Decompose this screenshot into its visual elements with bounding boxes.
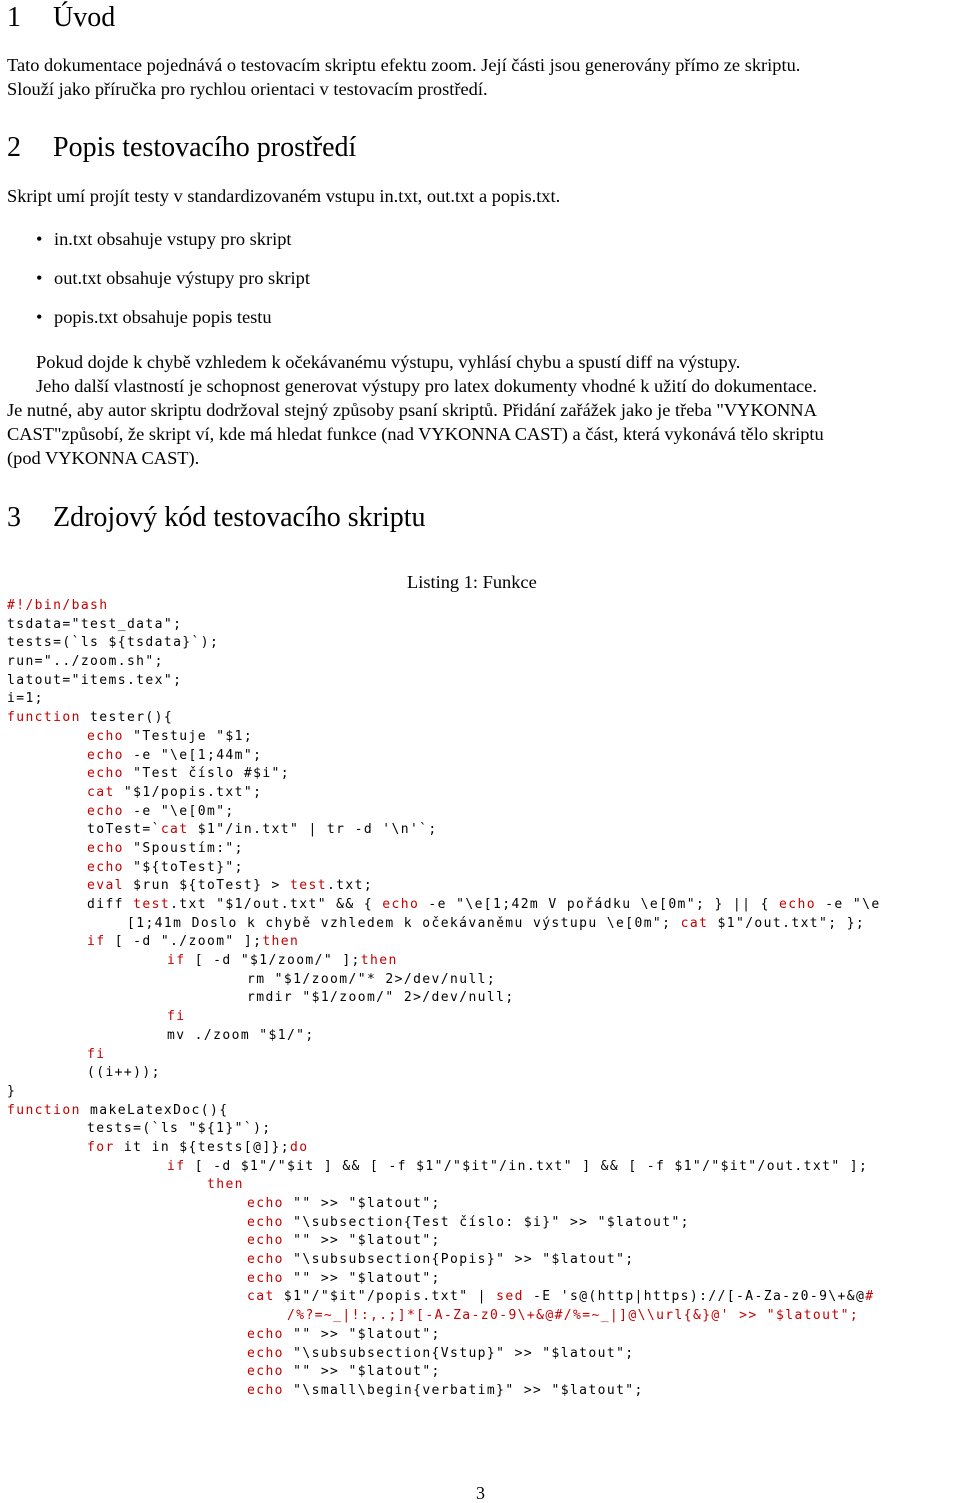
code-line (7, 933, 881, 952)
code-line (7, 1027, 881, 1046)
code-text: "" >> "$latout"; (283, 1326, 441, 1342)
code-text: [ -d "$1/zoom/" ]; (185, 953, 361, 969)
code-line (7, 877, 881, 896)
code-text: $1"/"$it"/popis.txt" | (274, 1289, 497, 1305)
list-item-text: popis.txt obsahuje popis testu (54, 307, 272, 327)
code-text: "\small\begin{verbatim}" >> "$latout"; (283, 1382, 644, 1398)
code-keyword: cat (87, 784, 115, 800)
code-text: toTest=` (87, 822, 161, 838)
code-text: makeLatexDoc(){ (80, 1102, 229, 1118)
code-line (7, 1363, 881, 1382)
code-text: "" >> "$latout"; (283, 1233, 441, 1249)
section-heading-2 (7, 132, 356, 164)
code-text: -E 's@(http|https)://[-A-Za-z0-9\+&@ (523, 1289, 866, 1305)
code-text: -e "\e[1;44m"; (123, 747, 263, 763)
paragraph-line: Pokud dojde k chybě vzhledem k očekávanému výstupu, vyhlásí chybu a spustí diff na výstupy. (36, 352, 741, 372)
code-keyword: echo (247, 1270, 284, 1286)
code-keyword: sed (496, 1289, 524, 1305)
code-line (7, 616, 881, 635)
section-number: 2 (7, 132, 21, 163)
code-text: } (7, 1083, 17, 1099)
bullet-icon: • (36, 307, 43, 327)
code-text: "Testuje "$1; (123, 728, 254, 744)
intro-line: Tato dokumentace pojednává o testovacím skriptu efektu zoom. Její části jsou generovány přímo ze skriptu. (7, 55, 801, 75)
code-text: $1"/in.txt" | tr -d '\n'`; (188, 822, 438, 838)
code-keyword: echo (247, 1345, 284, 1361)
code-line (7, 672, 881, 691)
code-text: "${toTest}"; (123, 859, 244, 875)
code-keyword: #!/bin/bash (7, 598, 109, 613)
code-keyword: echo (247, 1364, 284, 1380)
code-text: -e "\e (815, 897, 881, 912)
code-text: diff (87, 897, 134, 912)
section-number: 1 (7, 2, 21, 33)
code-text: "" >> "$latout"; (283, 1196, 441, 1211)
code-line (7, 1251, 881, 1270)
code-line (7, 952, 881, 971)
code-line (7, 1288, 881, 1307)
code-keyword: echo (87, 803, 124, 819)
code-keyword: test (290, 878, 327, 894)
code-line (7, 1232, 881, 1251)
section-title: Popis testovacího prostředí (53, 132, 357, 163)
code-line (7, 784, 881, 803)
code-line (7, 690, 881, 709)
code-line (7, 653, 881, 672)
code-keyword: if (167, 953, 186, 969)
code-text: "" >> "$latout"; (283, 1270, 441, 1286)
list-item-text: out.txt obsahuje výstupy pro skript (54, 268, 310, 288)
code-keyword: echo (247, 1214, 284, 1230)
code-line (7, 765, 881, 784)
code-line (7, 1195, 881, 1214)
code-keyword: echo (87, 747, 124, 763)
code-keyword: echo (247, 1382, 284, 1398)
code-keyword: echo (87, 859, 124, 875)
code-text: [ -d "./zoom" ]; (105, 934, 263, 950)
code-text: run="../zoom.sh"; (7, 654, 164, 670)
list-item (36, 265, 310, 304)
code-keyword: fi (87, 1046, 106, 1062)
code-text: [ -d $1"/"$it ] && [ -f $1"/"$it"/in.txt" ] && [ -f $1"/"$it"/out.txt" ]; (185, 1158, 869, 1174)
code-line (7, 840, 881, 859)
code-line (7, 821, 881, 840)
code-text: it in ${tests[@]}; (114, 1139, 290, 1155)
code-text: rmdir "$1/zoom/" 2>/dev/null; (247, 990, 515, 1006)
intro-paragraph (7, 53, 800, 101)
code-line (7, 896, 881, 915)
code-line (7, 1326, 881, 1345)
code-text: mv ./zoom "$1/"; (167, 1027, 315, 1043)
code-text: .txt "$1/out.txt" && { (170, 897, 383, 912)
intro-line: Slouží jako příručka pro rychlou orientaci v testovacím prostředí. (7, 79, 488, 99)
code-keyword: echo (247, 1252, 284, 1268)
code-text: -e "\e[1;42m V pořádku \e[0m"; } || { (419, 897, 780, 912)
code-line (7, 1102, 881, 1121)
code-line (7, 971, 881, 990)
code-line (7, 747, 881, 766)
section-title: Zdrojový kód testovacího skriptu (53, 502, 426, 533)
code-text: "Test číslo #$i"; (123, 766, 291, 782)
code-text: -e "\e[0m"; (123, 803, 235, 819)
paragraph-line: Jeho další vlastností je schopnost generovat výstupy pro latex dokumenty vhodné k užití do dokumentace. (36, 376, 817, 396)
code-line (7, 634, 881, 653)
paragraph-line: (pod VYKONNA CAST). (7, 448, 200, 468)
code-keyword: echo (87, 728, 124, 744)
code-keyword: echo (247, 1196, 284, 1211)
code-line (7, 1345, 881, 1364)
code-keyword: echo (382, 897, 420, 912)
code-line (7, 1083, 881, 1102)
code-text: "" >> "$latout"; (283, 1364, 441, 1380)
code-keyword: echo (247, 1326, 284, 1342)
code-line (7, 859, 881, 878)
code-text: tests=(`ls "${1}"`); (87, 1121, 272, 1137)
code-text: "\subsubsection{Vstup}" >> "$latout"; (283, 1345, 635, 1361)
section-number: 3 (7, 502, 21, 533)
code-text: ((i++)); (87, 1065, 161, 1081)
code-keyword: fi (167, 1009, 186, 1025)
code-line (7, 1139, 881, 1158)
code-text: "\subsection{Test číslo: $i}" >> "$latout"; (283, 1214, 690, 1230)
code-text: tester(){ (80, 710, 174, 726)
code-text: i=1; (7, 691, 44, 707)
paragraph-line: Je nutné, aby autor skriptu dodržoval stejný způsoby psaní skriptů. Přidání zařážek jako je třeba "VYKONNA (7, 400, 817, 420)
code-keyword: if (87, 934, 106, 950)
code-keyword: echo (87, 766, 124, 782)
env-description-paragraph (7, 350, 959, 470)
file-bullet-list (36, 226, 310, 343)
env-lead-paragraph: Skript umí projít testy v standardizovaném vstupu in.txt, out.txt a popis.txt. (7, 186, 561, 206)
code-line (7, 1158, 881, 1177)
code-text: latout="items.tex"; (7, 672, 183, 688)
code-line (7, 709, 881, 728)
code-line (7, 1064, 881, 1083)
section-heading-1 (7, 2, 115, 34)
paragraph-line: CAST"způsobí, že skript ví, kde má hledat funkce (nad VYKONNA CAST) a část, která vykonává tělo skriptu (7, 424, 824, 444)
code-keyword: for (87, 1139, 115, 1155)
code-keyword: then (207, 1177, 244, 1193)
code-line (7, 1307, 881, 1326)
code-line (7, 597, 881, 616)
code-text: tsdata="test_data"; (7, 616, 183, 632)
code-line (7, 989, 881, 1008)
code-keyword: then (262, 934, 300, 950)
code-keyword: function (7, 1102, 81, 1118)
code-keyword: test (133, 897, 171, 912)
page-number: 3 (476, 1483, 485, 1503)
code-text: "\subsubsection{Popis}" >> "$latout"; (283, 1252, 635, 1268)
code-line (7, 728, 881, 747)
listing-caption: Listing 1: Funkce (407, 572, 537, 592)
code-keyword: echo (779, 897, 816, 912)
code-text: tests=(`ls ${tsdata}`); (7, 635, 220, 651)
code-line (7, 1214, 881, 1233)
code-text: rm "$1/zoom/"* 2>/dev/null; (247, 971, 497, 987)
code-keyword: do (290, 1139, 309, 1155)
code-keyword: then (360, 953, 398, 969)
code-line (7, 1176, 881, 1195)
code-listing (7, 597, 881, 1401)
bullet-icon: • (36, 229, 43, 249)
code-line (7, 1382, 881, 1401)
code-keyword: cat (680, 915, 709, 931)
code-line (7, 1046, 881, 1065)
code-keyword: echo (87, 840, 124, 856)
bullet-icon: • (36, 268, 43, 288)
code-line (7, 1008, 881, 1027)
code-text: $run ${toTest} > (123, 878, 291, 894)
code-keyword: eval (87, 878, 124, 894)
code-keyword: # (865, 1289, 875, 1305)
code-keyword: cat (247, 1289, 275, 1305)
code-text: "$1/popis.txt"; (114, 784, 263, 800)
code-keyword: /%?=~_|!:,.;]*[-A-Za-z0-9\+&@#/%=~_|]@\\url{&}@' >> "$latout"; (287, 1308, 860, 1324)
code-keyword: cat (160, 822, 189, 838)
list-item (36, 226, 310, 265)
code-text: "Spoustím:"; (123, 840, 244, 856)
section-heading-3 (7, 502, 426, 534)
code-text: [1;41m Doslo k chybě vzhledem k očekávaněmu výstupu \e[0m"; (127, 915, 681, 931)
code-keyword: echo (247, 1233, 284, 1249)
list-item-text: in.txt obsahuje vstupy pro skript (54, 229, 292, 249)
section-title: Úvod (53, 2, 116, 33)
code-line (7, 803, 881, 822)
code-keyword: function (7, 710, 81, 726)
code-keyword: if (167, 1158, 186, 1174)
code-line (7, 1120, 881, 1139)
code-line (7, 1270, 881, 1289)
code-text: $1"/out.txt"; }; (708, 915, 866, 931)
list-item (36, 304, 310, 343)
code-line (7, 915, 881, 934)
code-text: .txt; (326, 878, 374, 894)
